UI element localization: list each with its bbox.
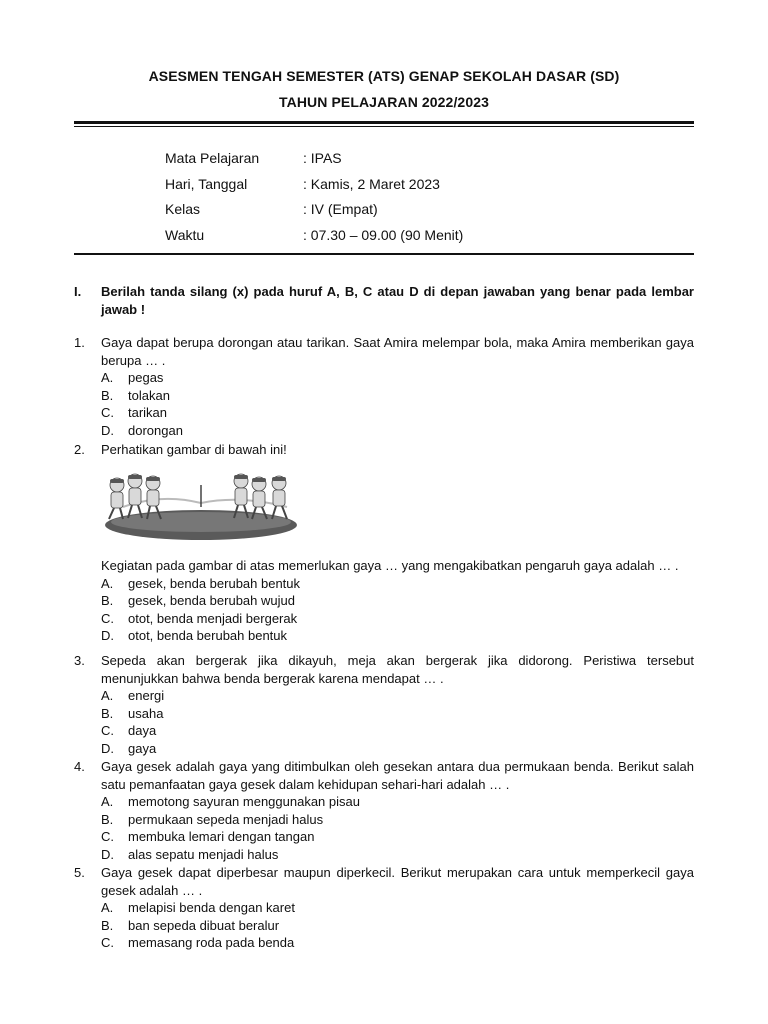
- option-text: membuka lemari dengan tangan: [128, 829, 315, 844]
- option-letter: A.: [101, 900, 114, 915]
- option-text: daya: [128, 723, 157, 738]
- option-letter: D.: [101, 628, 114, 643]
- option-letter: D.: [101, 740, 114, 756]
- question-4: [74, 758, 694, 863]
- info-value: : IPAS: [303, 150, 342, 166]
- option-text: permukaan sepeda menjadi halus: [128, 811, 324, 827]
- option-letter: A.: [101, 794, 114, 809]
- option-b[interactable]: [101, 387, 694, 405]
- option-letter: A.: [101, 575, 114, 591]
- option-letter: B.: [101, 811, 114, 827]
- option-letter: C.: [101, 829, 114, 844]
- info-divider: [74, 253, 694, 255]
- option-text: gesek, benda berubah bentuk: [128, 575, 301, 591]
- option-d[interactable]: [101, 846, 694, 864]
- question-stem: Gaya gesek adalah gaya yang ditimbulkan oleh gesekan antara dua permukaan benda. Berikut salah satu pemanfaatan gaya gesek dalam kehidupan sehari-hari adalah … .: [101, 759, 694, 792]
- instruction-text: Berilah tanda silang (x) pada huruf A, B, C atau D di depan jawaban yang benar pada lembar jawab !: [101, 284, 694, 317]
- info-label: Mata Pelajaran: [165, 150, 260, 166]
- option-a[interactable]: [101, 899, 694, 917]
- question-stem: Gaya gesek dapat diperbesar maupun diperkecil. Berikut merupakan cara untuk memperkecil gaya gesek adalah … .: [101, 865, 694, 898]
- question-number: 4.: [74, 759, 85, 774]
- option-d[interactable]: [101, 627, 694, 645]
- option-text: energi: [128, 688, 165, 703]
- option-text: tolakan: [128, 387, 170, 403]
- question-1: [74, 334, 694, 439]
- option-text: melapisi benda dengan karet: [128, 900, 295, 915]
- option-c[interactable]: [101, 610, 694, 628]
- section-instruction: [74, 283, 694, 319]
- info-value: : 07.30 – 09.00 (90 Menit): [303, 226, 464, 243]
- option-text: gesek, benda berubah wujud: [128, 593, 295, 608]
- option-a[interactable]: [101, 793, 694, 811]
- question-number: 5.: [74, 865, 85, 880]
- option-b[interactable]: [101, 917, 694, 935]
- question-stem: Perhatikan gambar di bawah ini!: [101, 442, 287, 457]
- option-text: usaha: [128, 705, 164, 721]
- option-text: gaya: [128, 740, 157, 756]
- question-stem: Sepeda akan bergerak jika dikayuh, meja akan bergerak jika didorong. Peristiwa tersebut menunjukkan bahwa benda bergerak karena mendapat … .: [101, 653, 694, 686]
- question-stem-continuation: Kegiatan pada gambar di atas memerlukan gaya … yang mengakibatkan pengaruh gaya adalah … .: [101, 558, 679, 573]
- option-text: otot, benda menjadi bergerak: [128, 610, 298, 626]
- info-value: : IV (Empat): [303, 201, 378, 217]
- question-5: [74, 864, 694, 952]
- question-number: 2.: [74, 442, 85, 457]
- option-text: memasang roda pada benda: [128, 935, 295, 950]
- info-value: : Kamis, 2 Maret 2023: [303, 175, 440, 192]
- option-c[interactable]: [101, 934, 694, 952]
- option-letter: C.: [101, 405, 114, 420]
- option-a[interactable]: [101, 575, 694, 593]
- question-2: [74, 441, 694, 645]
- option-b[interactable]: [101, 811, 694, 829]
- section-number: I.: [74, 284, 82, 299]
- tug-of-war-illustration: [101, 463, 297, 543]
- option-b[interactable]: [101, 592, 694, 610]
- option-d[interactable]: [101, 740, 694, 758]
- option-letter: A.: [101, 688, 114, 703]
- academic-year-title: TAHUN PELAJARAN 2022/2023: [279, 94, 489, 110]
- option-d[interactable]: [101, 422, 694, 440]
- exam-title: ASESMEN TENGAH SEMESTER (ATS) GENAP SEKOLAH DASAR (SD): [148, 68, 620, 84]
- option-b[interactable]: [101, 705, 694, 723]
- option-a[interactable]: [101, 687, 694, 705]
- option-c[interactable]: [101, 404, 694, 422]
- option-letter: B.: [101, 917, 114, 933]
- option-c[interactable]: [101, 828, 694, 846]
- option-c[interactable]: [101, 722, 694, 740]
- info-label: Kelas: [165, 201, 201, 217]
- option-letter: B.: [101, 705, 114, 721]
- option-text: pegas: [128, 370, 164, 385]
- info-label: Waktu: [165, 226, 205, 243]
- option-letter: D.: [101, 846, 114, 862]
- question-stem: Gaya dapat berupa dorongan atau tarikan. Saat Amira melempar bola, maka Amira memberikan gaya berupa … .: [101, 335, 694, 368]
- info-label: Hari, Tanggal: [165, 175, 248, 192]
- header-divider: [74, 121, 694, 127]
- question-number: 3.: [74, 653, 85, 668]
- option-text: memotong sayuran menggunakan pisau: [128, 794, 360, 809]
- option-letter: B.: [101, 387, 114, 403]
- question-3: [74, 652, 694, 757]
- option-text: ban sepeda dibuat beralur: [128, 917, 280, 933]
- option-letter: C.: [101, 610, 114, 626]
- option-letter: A.: [101, 370, 114, 385]
- option-text: alas sepatu menjadi halus: [128, 846, 279, 862]
- option-letter: C.: [101, 723, 114, 738]
- option-text: otot, benda berubah bentuk: [128, 628, 288, 643]
- option-letter: D.: [101, 422, 114, 438]
- option-a[interactable]: [101, 369, 694, 387]
- option-text: dorongan: [128, 422, 183, 438]
- option-letter: C.: [101, 935, 114, 950]
- question-number: 1.: [74, 335, 85, 350]
- option-letter: B.: [101, 593, 114, 608]
- option-text: tarikan: [128, 405, 168, 420]
